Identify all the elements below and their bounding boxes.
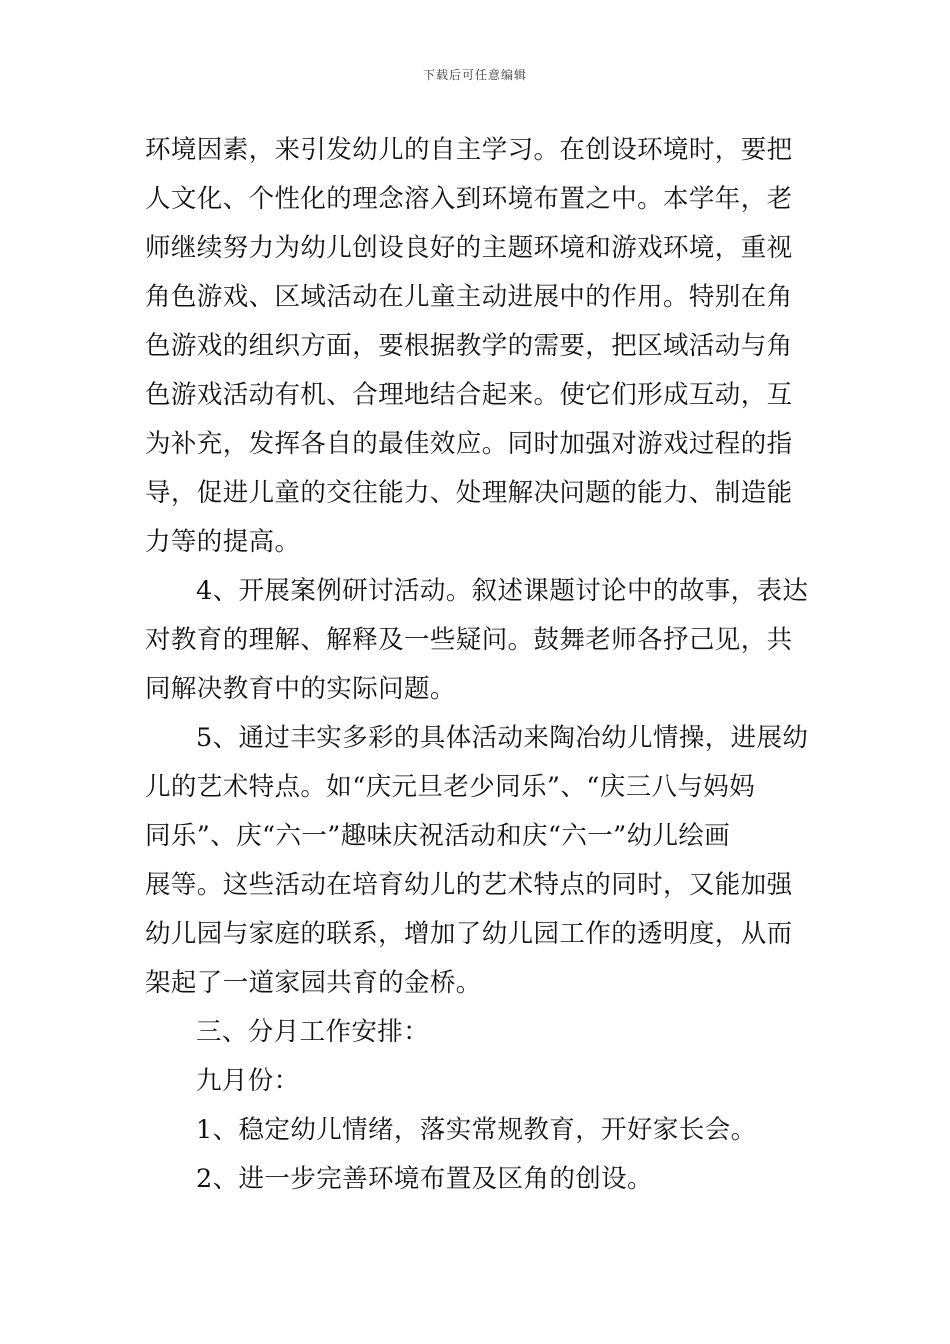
text-line: 5、通过丰实多彩的具体活动来陶冶幼儿情操，进展幼 — [196, 723, 809, 753]
month-heading: 九月份： — [196, 1066, 300, 1096]
paragraph-activities — [145, 714, 809, 1008]
document-body — [145, 126, 809, 1204]
text-line: 导，促进儿童的交往能力、处理解决问题的能力、制造能 — [145, 478, 793, 508]
page-header: 下载后可任意编辑 — [422, 68, 527, 82]
list-item: 2、进一步完善环境布置及区角的创设。 — [196, 1164, 653, 1194]
text-line: 角色游戏、区域活动在儿童主动进展中的作用。特别在角 — [145, 282, 793, 312]
text-line: 色游戏活动有机、合理地结合起来。使它们形成互动，互 — [145, 380, 793, 410]
paragraph-environment — [145, 126, 805, 567]
text-line: 对教育的理解、解释及一些疑问。鼓舞老师各抒己见，共 — [145, 625, 793, 655]
text-line: 人文化、个性化的理念溶入到环境布置之中。本学年，老 — [145, 184, 793, 214]
text-line: 展等。这些活动在培育幼儿的艺术特点的同时，又能加强 — [145, 870, 793, 900]
text-line: 师继续努力为幼儿创设良好的主题环境和游戏环境，重视 — [145, 233, 793, 263]
text-line: 4、开展案例研讨活动。叙述课题讨论中的故事，表达 — [196, 576, 809, 606]
text-line: 同乐”、庆“六一”趣味庆祝活动和庆“六一”幼儿绘画 — [145, 821, 731, 851]
text-line: 为补充，发挥各自的最佳效应。同时加强对游戏过程的指 — [145, 429, 793, 459]
paragraph-case-study — [145, 567, 809, 714]
text-line: 幼儿园与家庭的联系，增加了幼儿园工作的透明度，从而 — [145, 919, 793, 949]
section-heading: 三、分月工作安排： — [196, 1017, 430, 1047]
text-line: 同解决教育中的实际问题。 — [145, 674, 456, 704]
text-line: 架起了一道家园共育的金桥。 — [145, 968, 482, 998]
list-item: 1、稳定幼儿情绪，落实常规教育，开好家长会。 — [196, 1115, 757, 1145]
text-line: 力等的提高。 — [145, 527, 301, 557]
text-line: 环境因素，来引发幼儿的自主学习。在创设环境时，要把 — [145, 135, 793, 165]
text-line: 色游戏的组织方面，要根据教学的需要，把区域活动与角 — [145, 331, 793, 361]
text-line: 儿的艺术特点。如“庆元旦老少同乐”、“庆三八与妈妈 — [145, 772, 756, 802]
